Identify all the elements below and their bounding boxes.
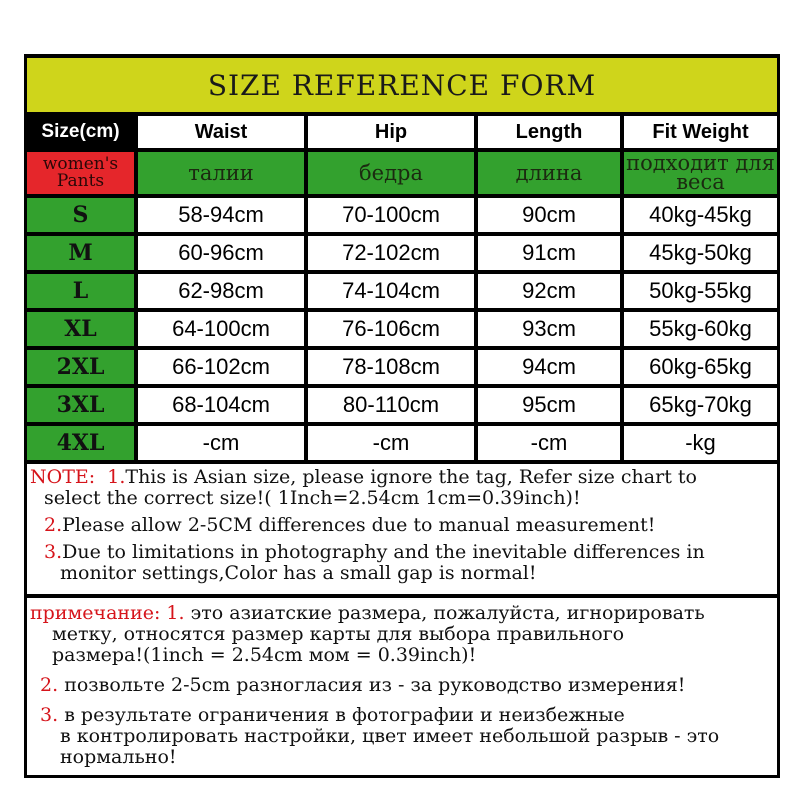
ru-note-3-text: в результате ограничения в фотографии и неизбежные xyxy=(64,704,625,726)
size-chart xyxy=(24,54,780,778)
ru-note-3-number: 3. xyxy=(40,704,59,726)
notes-english xyxy=(27,464,777,594)
size-label: M xyxy=(27,236,134,270)
waist-value: 64-100cm xyxy=(138,312,304,346)
length-value: 94cm xyxy=(478,350,620,384)
ru-fit-weight: подходит для веса xyxy=(624,152,777,194)
size-label: 4XL xyxy=(27,426,134,460)
waist-value: -cm xyxy=(138,426,304,460)
size-label: XL xyxy=(27,312,134,346)
weight-value: 65kg-70kg xyxy=(624,388,777,422)
note-2-text: Please allow 2-5CM differences due to manual measurement! xyxy=(62,514,656,536)
hip-value: 78-108cm xyxy=(308,350,474,384)
header-size: Size(cm) xyxy=(27,116,134,148)
notes-russian xyxy=(27,598,777,775)
hip-value: 72-102cm xyxy=(308,236,474,270)
note-3-number: 3. xyxy=(44,541,63,563)
note-3-text: Due to limitations in photography and the inevitable differences in xyxy=(62,541,705,563)
length-value: 90cm xyxy=(478,198,620,232)
size-label: S xyxy=(27,198,134,232)
ru-hip: бедра xyxy=(308,152,474,194)
length-value: 95cm xyxy=(478,388,620,422)
hip-value: 74-104cm xyxy=(308,274,474,308)
size-label: 2XL xyxy=(27,350,134,384)
hip-value: 70-100cm xyxy=(308,198,474,232)
length-value: 93cm xyxy=(478,312,620,346)
header-length: Length xyxy=(478,116,620,148)
waist-value: 60-96cm xyxy=(138,236,304,270)
waist-value: 66-102cm xyxy=(138,350,304,384)
ru-note-2-text: позвольте 2-5cm разногласия из - за руководство измерения! xyxy=(64,674,686,696)
ru-note-3-text-cont2: нормально! xyxy=(60,746,177,768)
note-1-number: 1. xyxy=(107,466,126,488)
note-1-text: This is Asian size, please ignore the tag, Refer size chart to xyxy=(125,466,697,488)
weight-value: 55kg-60kg xyxy=(624,312,777,346)
ru-note-1-number: 1. xyxy=(166,602,185,624)
ru-note-1-text: это азиатские размера, пожалуйста, игнорировать xyxy=(190,602,705,624)
ru-waist: талии xyxy=(138,152,304,194)
chart-title: SIZE REFERENCE FORM xyxy=(27,58,777,112)
header-fit-weight: Fit Weight xyxy=(624,116,777,148)
size-label: L xyxy=(27,274,134,308)
ru-note-2-number: 2. xyxy=(40,674,59,696)
womens-pants-label: women's Pants xyxy=(27,152,134,194)
waist-value: 58-94cm xyxy=(138,198,304,232)
hip-value: 80-110cm xyxy=(308,388,474,422)
hip-value: 76-106cm xyxy=(308,312,474,346)
weight-value: -kg xyxy=(624,426,777,460)
length-value: 91cm xyxy=(478,236,620,270)
weight-value: 45kg-50kg xyxy=(624,236,777,270)
length-value: -cm xyxy=(478,426,620,460)
note-3-text-cont: monitor settings,Color has a small gap is normal! xyxy=(60,562,537,584)
length-value: 92cm xyxy=(478,274,620,308)
ru-note-1-text-cont2: размера!(1inch = 2.54cm мом = 0.39inch)! xyxy=(52,644,477,666)
hip-value: -cm xyxy=(308,426,474,460)
ru-note-3-text-cont: в контролировать настройки, цвет имеет небольшой разрыв - это xyxy=(60,725,720,747)
ru-length: длина xyxy=(478,152,620,194)
header-waist: Waist xyxy=(138,116,304,148)
header-hip: Hip xyxy=(308,116,474,148)
ru-note-1-text-cont: метку, относятся размер карты для выбора правильного xyxy=(52,623,625,645)
note-2-number: 2. xyxy=(44,514,63,536)
waist-value: 68-104cm xyxy=(138,388,304,422)
ru-note-prefix: примечание: xyxy=(30,602,161,624)
weight-value: 60kg-65kg xyxy=(624,350,777,384)
waist-value: 62-98cm xyxy=(138,274,304,308)
note-prefix: NOTE: xyxy=(30,466,96,488)
weight-value: 50kg-55kg xyxy=(624,274,777,308)
note-1-text-cont: select the correct size!( 1Inch=2.54cm 1cm=0.39inch)! xyxy=(44,487,581,509)
size-label: 3XL xyxy=(27,388,134,422)
weight-value: 40kg-45kg xyxy=(624,198,777,232)
